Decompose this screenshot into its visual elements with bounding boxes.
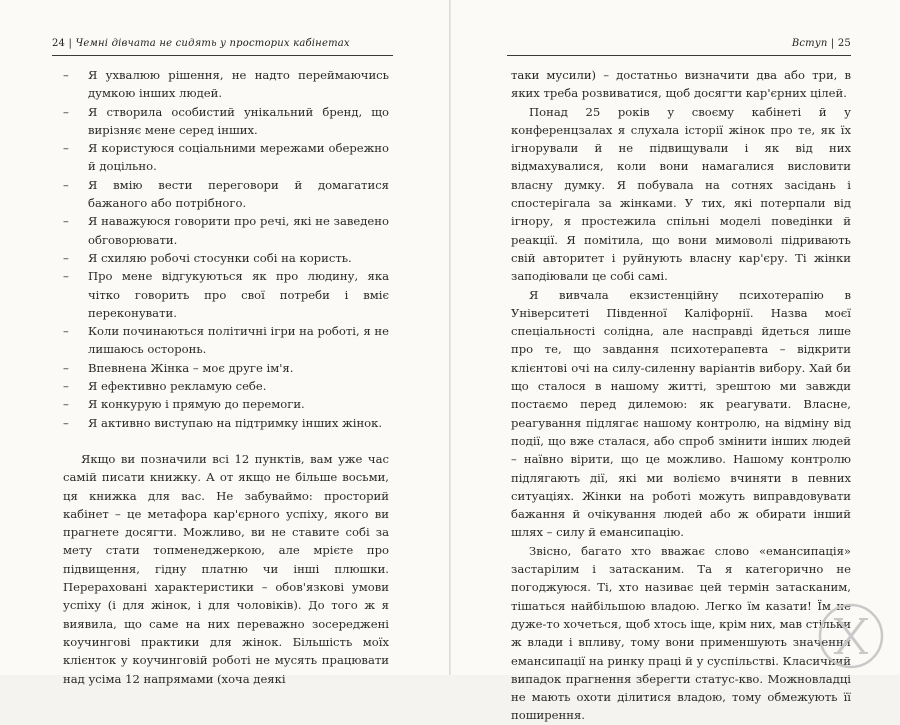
checklist-item-text: Я ефективно рекламую себе. — [88, 379, 267, 394]
checklist-item — [63, 359, 389, 377]
right-paragraph-2: Понад 25 років у своєму кабінеті й у конференцзалах я слухала історії жінок про те, як їх ігнорували й не підвищували і як від них відмахувалися, коли вони намагалися висловити власну думку. Я побувала на сотнях засідань і спостерігала за жінками. У тих, які потерпали від ігнору, я простежила спільні моделі поведінки й реакції. Я помітила, що вони мимоволі підривають свій авторитет і руйнують власну кар'єру. Ті жінки заподіювали це собі самі. — [511, 104, 851, 284]
bullet-dash: – — [63, 324, 69, 339]
bullet-dash: – — [63, 68, 69, 82]
right-paragraph-3: Я вивчала екзистенційну психотерапію в Університеті Південної Каліфорнії. Назва моєї спеціальності солідна, але насправді йдеться лише про те, що завдання психотерапевта – відкрити клієнтові очі на силу-силенну варіантів вибору. Хай би що сталося в нашому житті, зрештою ми завжди постаємо перед дилемою: як реагувати. Власне, реагування підлягає нашому контролю, на відміну від події, що вже сталася, або спроб змінити інших людей – наївно вірити, що це можливо. Нашому контролю підлягають дії, які ми воліємо вчиняти в певних ситуаціях. Жінки на роботі можуть виправдовувати бажання й очікування людей або ж обирати інший шлях – силу й емансипацію. — [511, 287, 851, 540]
bullet-dash: – — [63, 360, 69, 375]
left-column — [63, 66, 389, 688]
checklist-item — [63, 103, 389, 140]
right-paragraph-1: таки мусили) – достатньо визначити два або три, в яких треба розвиватися, щоб досягти кар'єрних цілей. — [511, 68, 851, 101]
left-page-number: 24 — [52, 38, 66, 49]
right-column — [511, 66, 851, 725]
bullet-dash: – — [63, 415, 69, 430]
checklist-item — [63, 176, 389, 213]
checklist — [63, 66, 389, 432]
bullet-dash: – — [63, 269, 69, 284]
checklist-item — [63, 66, 389, 103]
bullet-dash: – — [63, 379, 69, 394]
checklist-item — [63, 395, 389, 413]
checklist-item — [63, 249, 389, 267]
bullet-dash: – — [63, 104, 69, 119]
x-circle-logo-icon — [816, 601, 886, 671]
right-page — [451, 0, 900, 723]
header-separator: | — [68, 38, 73, 49]
left-page-header — [52, 38, 350, 49]
header-separator: | — [830, 38, 835, 49]
right-page-header — [792, 38, 851, 49]
checklist-item-text: Впевнена Жінка – моє друге ім'я. — [88, 360, 294, 375]
checklist-item-text: Я створила особистий унікальний бренд, що вирізняє мене серед інших. — [88, 104, 389, 137]
bullet-dash: – — [63, 214, 69, 229]
bullet-dash: – — [63, 250, 69, 265]
checklist-item — [63, 377, 389, 395]
checklist-item — [63, 267, 389, 322]
bullet-dash: – — [63, 397, 69, 412]
checklist-item — [63, 139, 389, 176]
left-page — [0, 0, 449, 686]
bullet-dash: – — [63, 141, 69, 156]
checklist-item-text: Коли починаються політичні ігри на роботі, я не лишаюсь осторонь. — [88, 324, 389, 357]
checklist-item-text: Я наважуюся говорити про речі, які не заведено обговорювати. — [88, 214, 389, 247]
right-header-rule — [507, 55, 851, 56]
checklist-item-text: Я вмію вести переговори й домагатися бажаного або потрібного. — [88, 177, 389, 211]
bullet-dash: – — [63, 177, 69, 192]
checklist-item-text: Я конкурую і прямую до перемоги. — [88, 397, 305, 412]
right-page-number: 25 — [837, 38, 851, 49]
checklist-item — [63, 212, 389, 249]
checklist-item-text: Я ухвалюю рішення, не надто переймаючись думкою інших людей. — [88, 68, 389, 101]
left-header-rule — [52, 55, 393, 56]
checklist-item-text: Я користуюся соціальними мережами обережно й доцільно. — [88, 141, 389, 174]
right-running-title: Вступ — [791, 38, 828, 49]
checklist-item — [63, 414, 389, 432]
checklist-item — [63, 322, 389, 359]
checklist-item-text: Про мене відгукуються як про людину, яка чітко говорить про свої потреби і вміє переконувати. — [88, 269, 389, 320]
checklist-item-text: Я активно виступаю на підтримку інших жінок. — [88, 415, 383, 430]
checklist-item-text: Я схиляю робочі стосунки собі на користь. — [88, 250, 352, 265]
left-running-title: Чемні дівчата не сидять у просторих кабінетах — [75, 38, 350, 49]
right-paragraph-4: Звісно, багато хто вважає слово «емансипація» застарілим і затасканим. Та я категорично не погоджуюся. Ті, хто називає цей термін затасканим, тішаться найбільшою владою. Легко їм казати! Їм не дуже-то хочеться, щоб хтось іще, крім них, мав стільки ж влади і впливу, тому вони применшують значення емансипації на ринку праці й у суспільстві. Класичний випадок прагнення зберегти статус-кво. Можновладці не мають охоти ділитися владою, тому обмежують її поширення. — [511, 543, 851, 723]
left-paragraph: Якщо ви позначили всі 12 пунктів, вам уже час самій писати книжку. А от якщо не більше восьми, ця книжка для вас. Не забуваймо: просторий кабінет – це метафора кар'єрного успіху, якого ви прагнете досягти. Можливо, ви не ставите собі за мету стати топменеджеркою, але мрієте про підвищення, гідну платню чи інші плюшки. Перераховані характеристики – обов'язкові умови успіху (і для жінок, і для чоловіків). До того ж я виявила, що саме на них переважно зосереджені коучингові практики для жінок. Більшість моїх клієнток у коучинговій роботі не мусять працювати над усіма 12 напрямами (хоча деякі — [63, 451, 389, 686]
